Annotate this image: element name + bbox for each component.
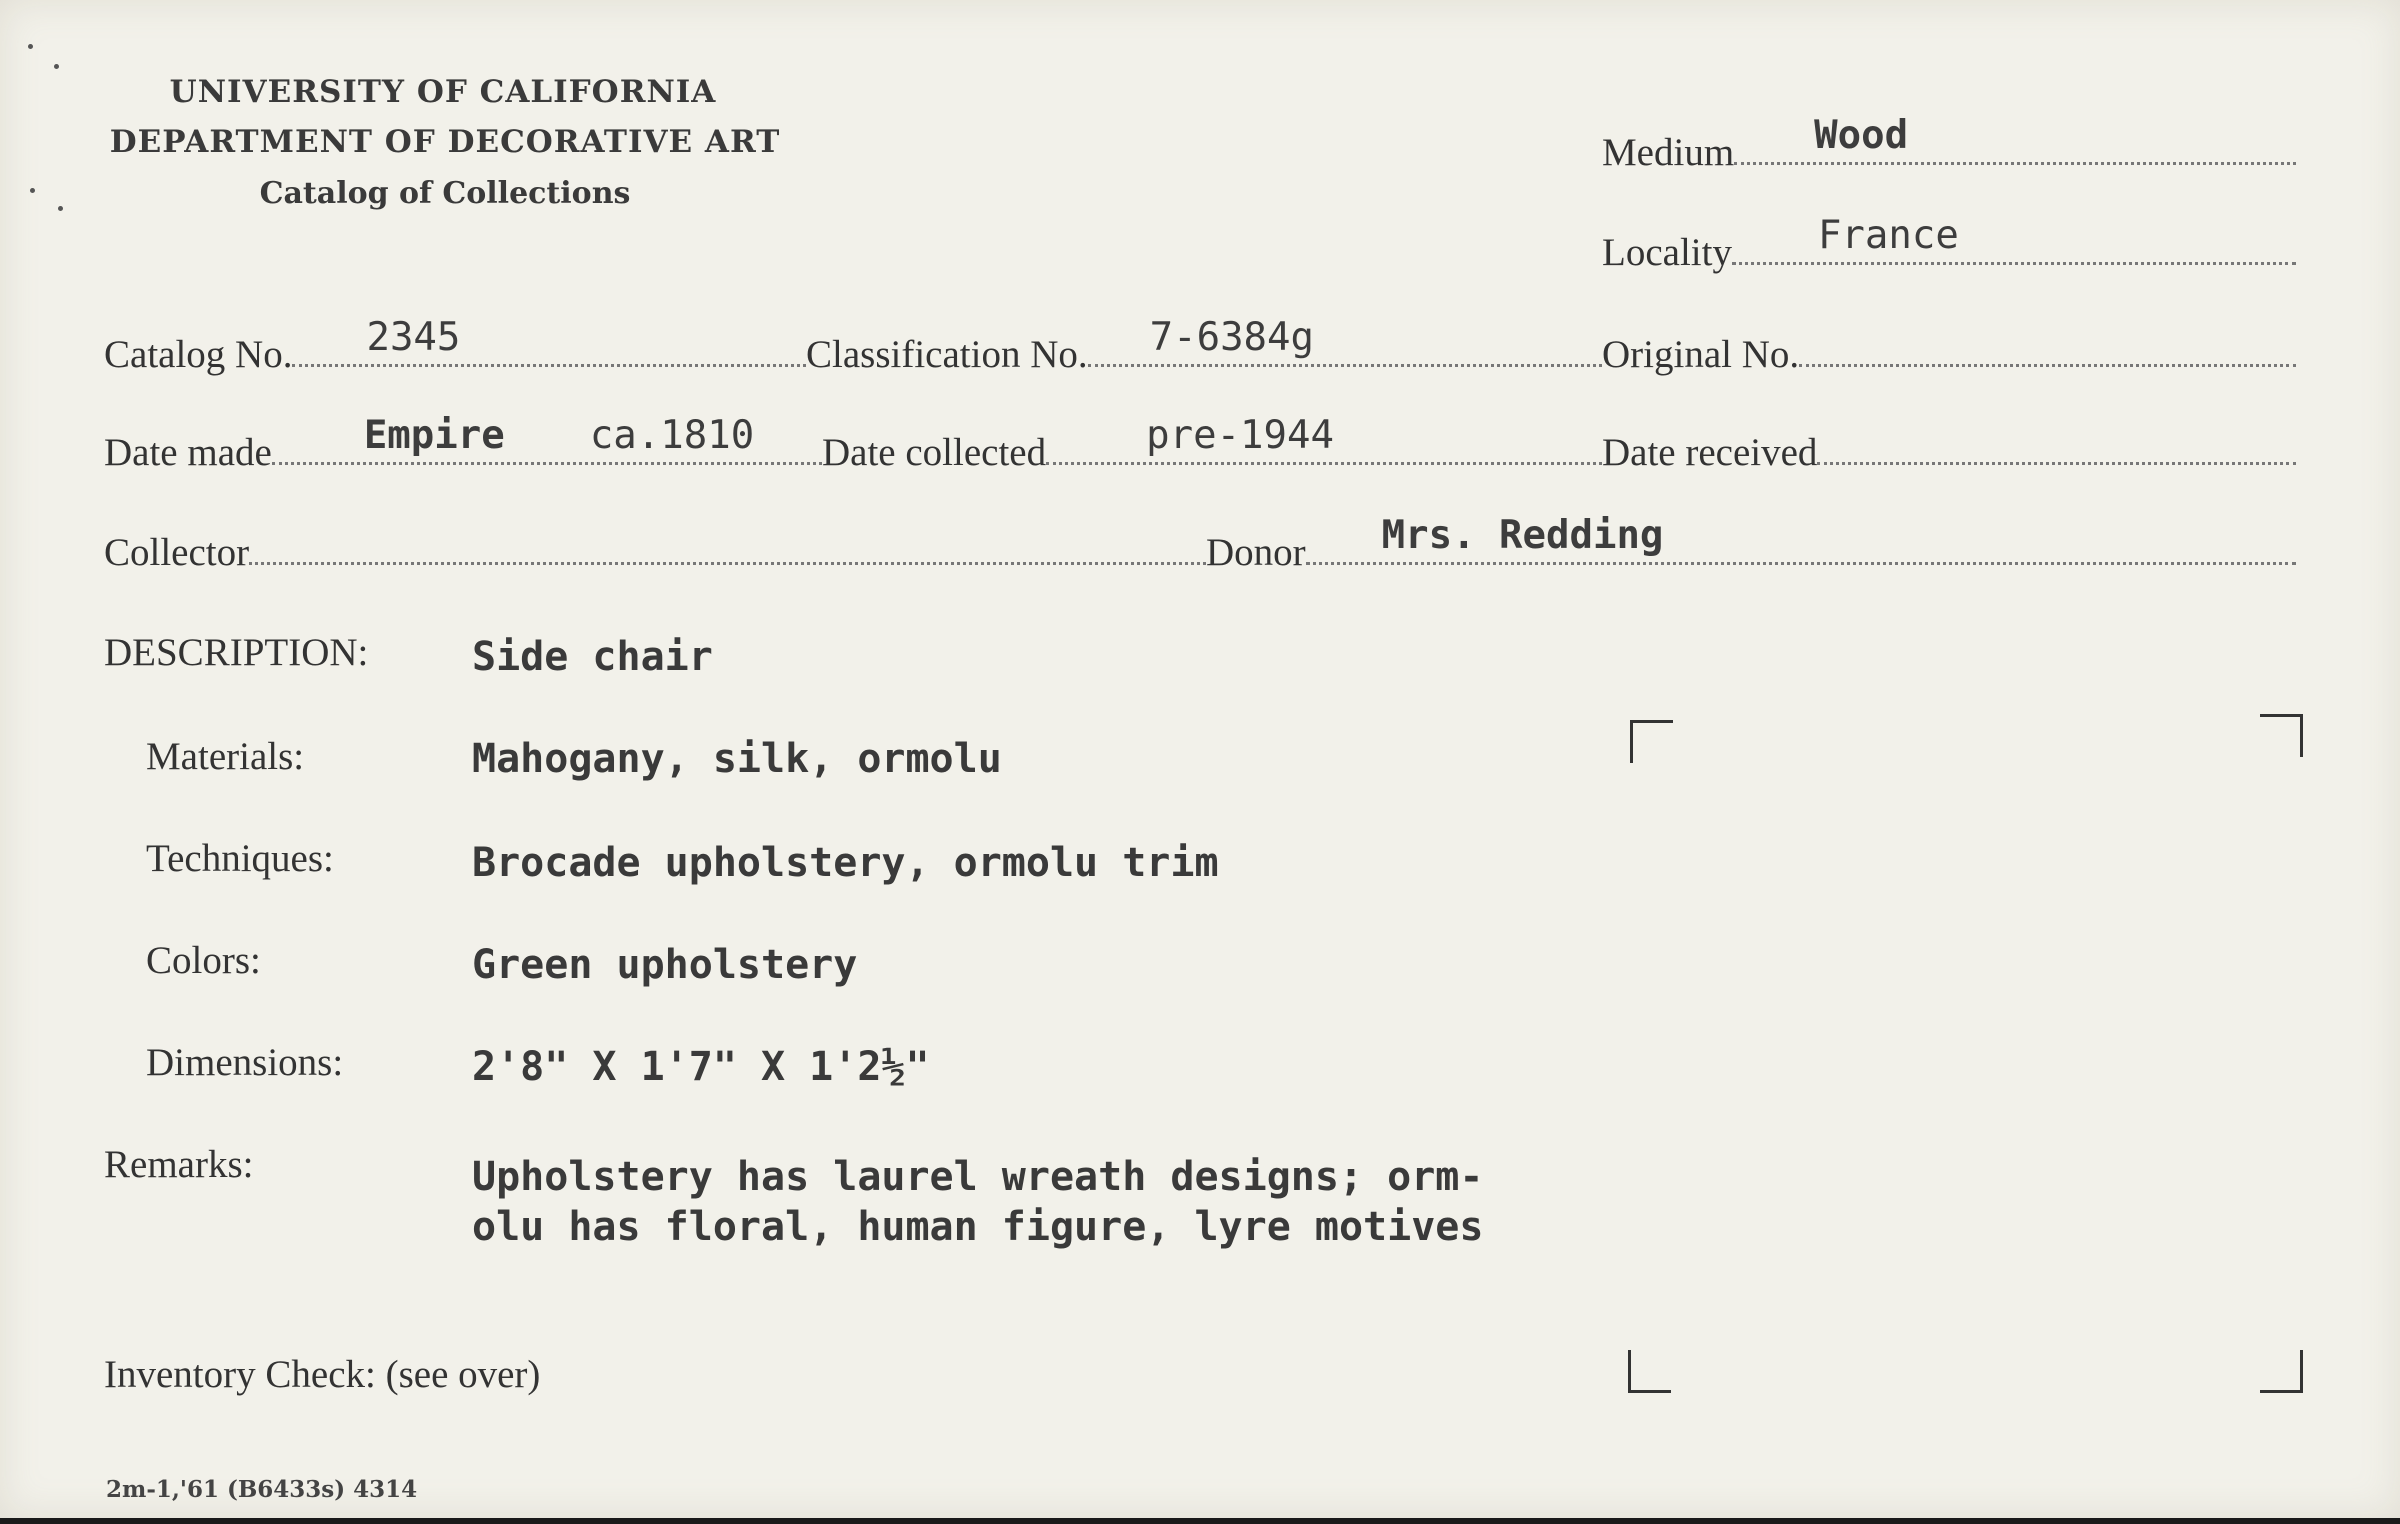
collector-row bbox=[104, 530, 1206, 575]
catalog-no-line bbox=[292, 315, 806, 367]
date-collected-line bbox=[1046, 413, 1602, 465]
description-value: Side chair bbox=[472, 634, 713, 680]
photo-corner-bottom-right bbox=[2260, 1350, 2303, 1393]
medium-row bbox=[1602, 113, 2296, 175]
materials-value: Mahogany, silk, ormolu bbox=[472, 736, 1002, 782]
collector-line bbox=[249, 561, 1206, 565]
description-label: DESCRIPTION: bbox=[104, 631, 369, 674]
materials-label: Materials: bbox=[146, 735, 305, 778]
date-collected-label: Date collected bbox=[822, 431, 1047, 474]
header-catalog: Catalog of Collections bbox=[259, 176, 631, 211]
donor-line bbox=[1306, 513, 2296, 565]
catalog-no-label: Catalog No. bbox=[104, 333, 293, 376]
medium-label: Medium bbox=[1602, 131, 1735, 174]
catalog-no-row bbox=[104, 315, 806, 377]
photo-corner-top-right bbox=[2260, 714, 2303, 757]
classification-no-label: Classification No. bbox=[806, 333, 1088, 376]
original-no-line bbox=[1799, 363, 2296, 367]
donor-value: Mrs. Redding bbox=[1381, 513, 1664, 558]
locality-value: France bbox=[1817, 213, 1959, 258]
ink-speck bbox=[54, 64, 59, 69]
locality-line bbox=[1732, 213, 2296, 265]
donor-label: Donor bbox=[1206, 531, 1306, 574]
ink-speck bbox=[30, 188, 35, 193]
photo-corner-top-left bbox=[1630, 720, 1673, 763]
remarks-label: Remarks: bbox=[104, 1143, 254, 1186]
locality-label: Locality bbox=[1602, 231, 1732, 274]
header-department: DEPARTMENT OF DECORATIVE ART bbox=[109, 124, 781, 160]
inventory-check: Inventory Check: (see over) bbox=[104, 1353, 541, 1396]
medium-value: Wood bbox=[1814, 113, 1909, 158]
colors-value: Green upholstery bbox=[472, 942, 858, 988]
dimensions-label: Dimensions: bbox=[146, 1041, 344, 1084]
locality-row bbox=[1602, 213, 2296, 275]
collector-label: Collector bbox=[104, 531, 250, 574]
techniques-label: Techniques: bbox=[146, 837, 334, 880]
remarks-line-2: olu has floral, human figure, lyre motives bbox=[472, 1204, 1484, 1250]
ink-speck bbox=[58, 206, 63, 211]
photo-corner-bottom-left bbox=[1628, 1350, 1671, 1393]
colors-label: Colors: bbox=[146, 939, 261, 982]
original-no-label: Original No. bbox=[1602, 333, 1800, 376]
catalog-no-value: 2345 bbox=[366, 315, 461, 360]
medium-line bbox=[1734, 113, 2296, 165]
date-received-label: Date received bbox=[1602, 431, 1818, 474]
date-made-value: ca.1810 bbox=[589, 413, 755, 458]
donor-row bbox=[1206, 513, 2296, 575]
remarks-line-1: Upholstery has laurel wreath designs; orm- bbox=[472, 1154, 1484, 1200]
classification-no-row bbox=[806, 315, 1602, 377]
card-bottom-edge bbox=[0, 1518, 2400, 1524]
date-made-row bbox=[104, 413, 822, 475]
original-no-row bbox=[1602, 332, 2296, 377]
date-received-row bbox=[1602, 430, 2296, 475]
classification-no-value: 7-6384g bbox=[1149, 315, 1315, 360]
form-code: 2m-1,'61 (B6433s) 4314 bbox=[106, 1476, 418, 1503]
date-made-period: Empire bbox=[363, 413, 505, 458]
date-made-line bbox=[272, 413, 822, 465]
date-made-label: Date made bbox=[104, 431, 272, 474]
dimensions-value: 2'8" X 1'7" X 1'2½" bbox=[472, 1044, 930, 1090]
header-university: UNIVERSITY OF CALIFORNIA bbox=[169, 74, 717, 110]
date-collected-value: pre-1944 bbox=[1146, 413, 1334, 458]
classification-no-line bbox=[1088, 315, 1602, 367]
date-received-line bbox=[1817, 461, 2296, 465]
ink-speck bbox=[28, 44, 33, 49]
techniques-value: Brocade upholstery, ormolu trim bbox=[472, 840, 1219, 886]
date-collected-row bbox=[822, 413, 1602, 475]
